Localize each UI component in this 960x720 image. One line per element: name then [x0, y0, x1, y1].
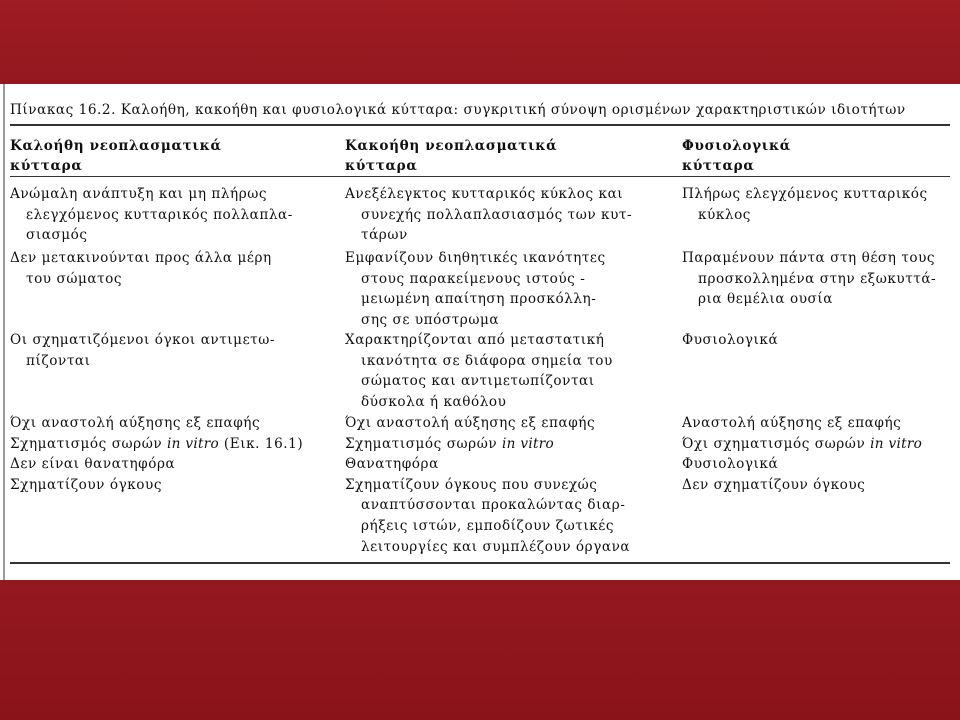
cell-text: Σχηματισμός σωρών	[10, 435, 163, 452]
cell-line	[682, 434, 922, 455]
cell-line: Χαρακτηρίζονται από μεταστατική	[345, 332, 605, 348]
cell-line: Εμφανίζουν διηθητικές ικανότητες	[345, 250, 606, 266]
malignant-growth-cell	[345, 184, 632, 246]
cell-line: σης σε υπόστρωμα	[361, 311, 500, 328]
cell-line: προσκολλημένα στην εξωκυττά-	[698, 270, 937, 287]
benign-growth-cell	[10, 184, 293, 246]
cell-line: Φυσιολογικά	[682, 456, 779, 473]
column-header-line: κύτταρα	[345, 158, 418, 174]
in-vitro-text: in vitro	[167, 435, 220, 452]
malignant-contact-cell	[345, 413, 630, 557]
cell-line: μειωμένη απαίτηση προσκόλλη-	[361, 291, 597, 308]
cell-line	[345, 434, 630, 455]
cell-line: Αναστολή αύξησης εξ επαφής	[682, 415, 902, 431]
normal-spread-cell	[682, 248, 936, 310]
cell-line: συνεχής πολλαπλασιασμός των κυτ-	[361, 206, 633, 223]
cell-line: Φυσιολογικά	[682, 332, 779, 348]
cell-line: Θανατηφόρα	[345, 456, 439, 473]
cell-line: στους παρακείμενους ιστούς -	[361, 270, 586, 287]
normal-growth-cell	[682, 184, 928, 225]
cell-line: Σχηματίζουν όγκους που συνεχώς	[345, 476, 598, 493]
cell-line: ικανότητα σε διάφορα σημεία του	[361, 352, 613, 369]
cell-line: ελεγχόμενος κυτταρικός πολλαπλα-	[26, 206, 293, 223]
cell-line: τάρων	[361, 227, 408, 244]
cell-line: λειτουργίες και συμπλέζουν όργανα	[361, 538, 631, 555]
cell-line: Ανώμαλη ανάπτυξη και μη πλήρως	[10, 186, 268, 202]
top-rule	[10, 124, 950, 126]
header-rule	[10, 176, 950, 177]
cell-line: σώματος και αντιμετωπίζονται	[361, 373, 595, 390]
benign-contact-cell	[10, 413, 303, 495]
column-header-benign	[10, 136, 222, 176]
column-header-malignant	[345, 136, 557, 176]
slide-left-rail	[3, 84, 5, 580]
column-header-normal	[682, 136, 791, 176]
cell-line: Όχι αναστολή αύξησης εξ επαφής	[10, 415, 261, 431]
normal-treatment-cell	[682, 330, 778, 351]
figure-reference: (Εικ. 16.1)	[223, 435, 304, 452]
column-header-line: Καλοήθη νεοπλασματικά	[10, 138, 222, 154]
column-header-line: Φυσιολογικά	[682, 138, 791, 154]
table-sheet	[6, 84, 960, 580]
cell-line: αναπτύσσονται προκαλώντας διαρ-	[361, 497, 626, 514]
in-vitro-text: in vitro	[502, 435, 555, 452]
cell-line: Όχι αναστολή αύξησης εξ επαφής	[345, 415, 596, 431]
cell-line: Οι σχηματιζόμενοι όγκοι αντιμετω-	[10, 332, 276, 348]
benign-treatment-cell	[10, 330, 275, 371]
bottom-rule	[10, 562, 950, 564]
cell-line: κύκλος	[698, 206, 751, 223]
malignant-spread-cell	[345, 248, 606, 330]
cell-line: Δεν σχηματίζουν όγκους	[682, 476, 866, 493]
cell-line: Πλήρως ελεγχόμενος κυτταρικός	[682, 186, 928, 202]
cell-line: Δεν είναι θανατηφόρα	[10, 456, 176, 473]
cell-line: Παραμένουν πάντα στη θέση τους	[682, 250, 936, 266]
benign-spread-cell	[10, 248, 272, 289]
normal-contact-cell	[682, 413, 922, 495]
table-title: Πίνακας 16.2. Καλοήθη, κακοήθη και φυσιολογικά κύτταρα: συγκριτική σύνοψη ορισμένων χαρακτηριστικών ιδιοτήτων	[10, 102, 906, 118]
slide-bottom-band	[0, 580, 960, 720]
column-header-line: κύτταρα	[10, 158, 83, 174]
cell-line: του σώματος	[26, 270, 123, 287]
cell-line: δύσκολα ή καθόλου	[361, 393, 507, 410]
cell-line: Δεν μετακινούνται προς άλλα μέρη	[10, 250, 272, 266]
column-header-line: Κακοήθη νεοπλασματικά	[345, 138, 558, 154]
cell-line: ρήξεις ιστών, εμποδίζουν ζωτικές	[361, 517, 615, 534]
cell-line: πίζονται	[26, 352, 91, 369]
cell-text: Όχι σχηματισμός σωρών	[682, 435, 866, 452]
slide-top-band	[0, 0, 960, 84]
column-header-line: κύτταρα	[682, 158, 755, 174]
malignant-treatment-cell	[345, 330, 613, 412]
cell-line	[10, 434, 303, 455]
cell-text: Σχηματισμός σωρών	[345, 435, 498, 452]
cell-line: Σχηματίζουν όγκους	[10, 476, 163, 493]
cell-line: Ανεξέλεγκτος κυτταρικός κύκλος και	[345, 186, 624, 202]
cell-line: σιασμός	[26, 227, 88, 244]
cell-line: ρια θεμέλια ουσία	[698, 291, 833, 308]
in-vitro-text: in vitro	[870, 435, 923, 452]
